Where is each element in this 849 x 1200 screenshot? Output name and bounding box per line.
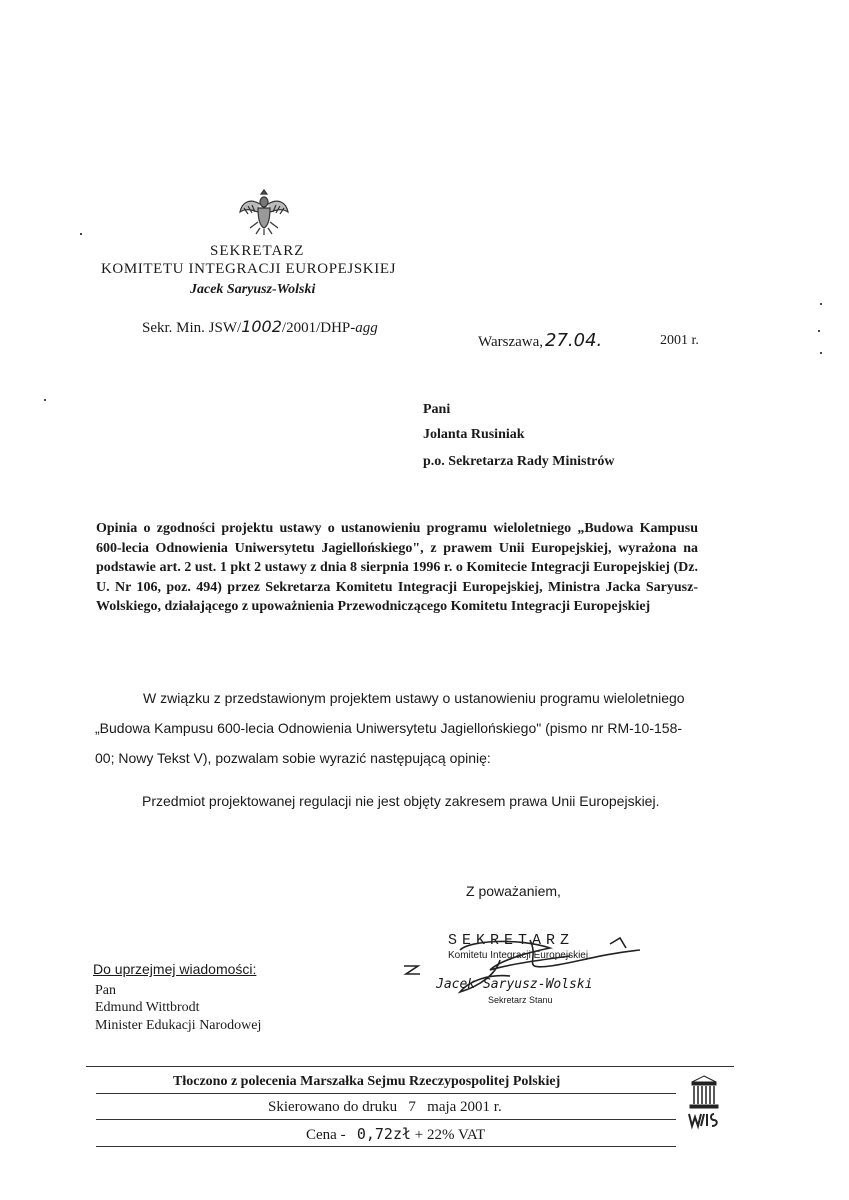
scan-speck <box>80 233 82 235</box>
footer-print-date <box>268 1099 502 1116</box>
footer-price-suffix: + 22% VAT <box>414 1127 486 1143</box>
opinion-heading: Opinia o zgodności projektu ustawy o ustanowieniu programu wieloletniego „Budowa Kampusu 600-lecia Odnowienia Uniwersytetu Jagiellońskiego", z prawem Unii Europejskiej, wyrażona na podstawie art. 2 ust. 1 pkt 2 ustawy z dnia 8 sierpnia 1996 r. o Komitecie Integracji Europejskiej (Dz. U. Nr 106, poz. 494) przez Sekretarza Komitetu Integracji Europejskiej, Ministra Jacka Saryusz-Wolskiego, działającego z upoważnienia Przewodniczącego Komitetu Integracji Europejskiej <box>96 521 698 614</box>
reference-suffix-italic: agg <box>355 320 378 336</box>
reference-suffix: /2001/DHP- <box>281 320 356 336</box>
footer-price-prefix: Cena - <box>306 1127 346 1143</box>
footer-print-prefix: Skierowano do druku <box>268 1099 398 1115</box>
addressee-title: p.o. Sekretarza Rady Ministrów <box>423 454 615 469</box>
footer-rule-top <box>86 1066 734 1067</box>
reference-number <box>142 317 378 337</box>
dateline-handwritten-date: 27.04. <box>545 330 603 351</box>
addressee-name: Jolanta Rusiniak <box>423 427 525 442</box>
body-paragraph-1: W związku z przedstawionym projektem ustawy o ustanowieniu programu wieloletniego „Budowa Kampusu 600-lecia Odnowienia Uniwersytetu Jagiellońskiego" (pismo nr RM-10-158-00; Nowy Tekst V), pozwalam sobie wyrazić następującą opinię: <box>95 690 685 766</box>
scan-speck <box>820 352 822 354</box>
stamp-name: Jacek Saryusz-Wolski <box>436 977 593 992</box>
copy-to-name: Edmund Wittbrodt <box>95 1000 200 1015</box>
stamp-committee: Komitetu Integracji Europejskiej <box>448 950 589 961</box>
body-paragraph-2: Przedmiot projektowanej regulacji nie jest objęty zakresem prawa Unii Europejskiej. <box>142 793 660 809</box>
header-title: SEKRETARZ <box>210 243 305 259</box>
polish-eagle-emblem <box>236 182 292 238</box>
footer-rule-2 <box>96 1119 676 1120</box>
footer-rule-1 <box>96 1093 676 1094</box>
sejm-logo <box>684 1072 724 1132</box>
addressee-salutation: Pani <box>423 402 451 417</box>
stamp-position: Sekretarz Stanu <box>488 995 553 1005</box>
footer-printed-notice: Tłoczono z polecenia Marszałka Sejmu Rzeczypospolitej Polskiej <box>173 1074 561 1089</box>
closing: Z poważaniem, <box>466 883 561 899</box>
footer-print-suffix: maja 2001 r. <box>427 1099 502 1115</box>
footer-print-day: 7 <box>408 1099 416 1115</box>
reference-prefix: Sekr. Min. JSW/ <box>142 320 242 336</box>
copy-to-heading: Do uprzejmej wiadomości: <box>93 961 257 977</box>
scan-speck <box>820 303 822 305</box>
dateline-place <box>478 330 602 351</box>
stamp-title: SEKRETARZ <box>448 932 575 949</box>
signature <box>400 930 650 1010</box>
copy-to-title: Minister Edukacji Narodowej <box>95 1018 262 1033</box>
scan-speck <box>44 399 46 401</box>
reference-handwritten-number: 1002 <box>241 317 282 336</box>
copy-to-salutation: Pan <box>95 983 116 998</box>
footer-rule-bottom <box>96 1146 676 1147</box>
dateline-place-text: Warszawa, <box>478 334 544 350</box>
footer-price <box>306 1125 485 1144</box>
header-committee: KOMITETU INTEGRACJI EUROPEJSKIEJ <box>101 261 397 277</box>
header-name: Jacek Saryusz-Wolski <box>190 282 316 297</box>
scan-speck <box>818 330 820 332</box>
dateline-year: 2001 r. <box>660 333 699 348</box>
footer-price-value: 0,72zł <box>356 1125 412 1143</box>
